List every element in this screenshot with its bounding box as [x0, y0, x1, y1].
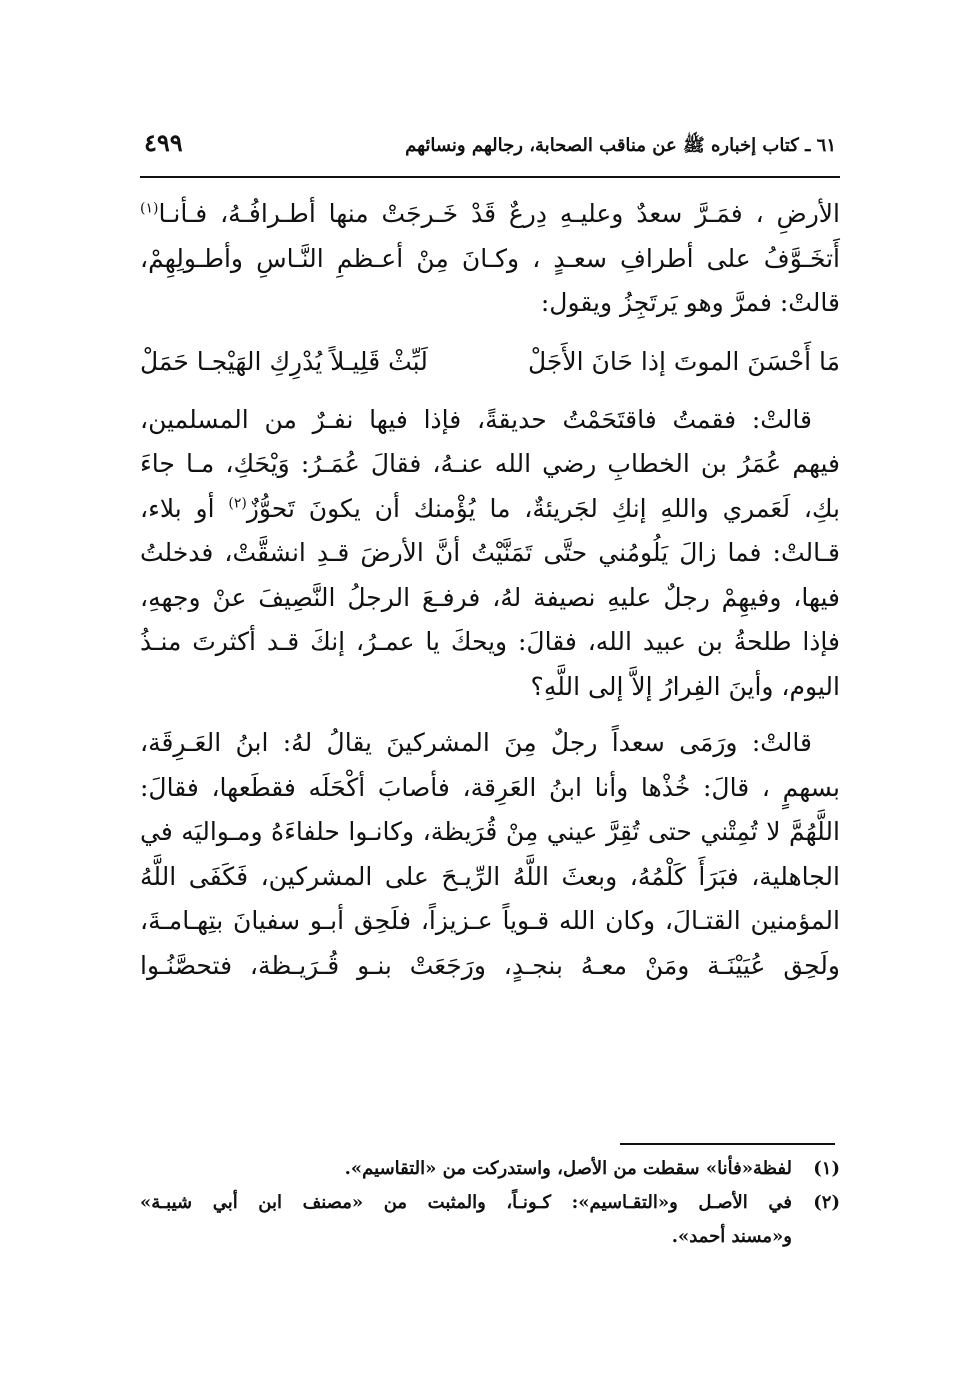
text-line: بسهمٍ ، قالَ: خُذْها وأنا ابنُ العَرِقة، فأصابَ أكْحَلَه فقطَعها، فقالَ:: [140, 772, 840, 802]
body-text: [140, 192, 840, 988]
footnote-text: لفظة«فأنا» سقطت من الأصل، واستدركت من «التقاسيم».: [344, 1158, 792, 1179]
text-line: فيها، وفيهِمْ رجلٌ عليهِ نصيفة لهُ، فرفـعَ الرجلُ النَّصِيفَ عنْ وجههِ،: [140, 582, 840, 612]
text-line: المؤمنين القتـالَ، وكان الله قـوياً عـزيزاً، فلَحِق أبـو سفيانَ بتِهـامـةَ،: [140, 906, 840, 935]
footnote-number: (١): [813, 1158, 840, 1179]
page-number: ٤٩٩: [144, 128, 183, 157]
text-line: قالتْ: فمرَّ وهو يَرتَجِزُ ويقول:: [540, 288, 840, 317]
paragraph-2: [140, 398, 840, 710]
page: [140, 128, 840, 988]
text-line: اليوم، وأينَ الفِرارُ إلاَّ إلى اللَّهِ؟: [530, 671, 840, 701]
text-line: فيهم عُمَرُ بن الخطابِ رضي الله عنـهُ، فقالَ عُمَـرُ: وَيْحَكِ، مـا جاءَ: [140, 449, 840, 478]
footnote-number: (٢): [813, 1192, 840, 1213]
verse: [140, 340, 840, 384]
footnote-text: في الأصـل و«التقـاسيم»: كـونـاً، والمثبت من «مصنف ابن أبي شيبـة» و«مسند أحمد».: [140, 1192, 792, 1247]
paragraph-3: [140, 721, 840, 988]
footnote-2: [140, 1186, 840, 1254]
footnote-ref-2: (٢): [228, 495, 247, 512]
text-line: قالتْ: ورَمَى سعداً رجلٌ مِنَ المشركينَ يقالُ لهُ: ابنُ العَـرِقَة،: [140, 728, 812, 757]
running-title: ٦١ ـ كتاب إخباره ﷺ عن مناقب الصحابة، رجالهم ونسائهم: [405, 135, 836, 156]
text-line: اللَّهُمَّ لا تُمِتْني حتى تُقِرَّ عيني مِنْ قُرَيظة، وكانـوا حلفاءَهُ ومـواليَه في: [140, 817, 840, 846]
footnote-ref-1: (١): [140, 200, 159, 217]
text-line: الجاهلية، فبَرَأَ كَلْمُهُ، وبعثَ اللَّهُ الرِّيـحَ على المشركين، فَكَفَى اللَّهُ: [140, 861, 840, 891]
text-line: أَتخَـوَّفُ على أطرافِ سعـدٍ ، وكـانَ مِنْ أعـظمِ النَّـاسِ وأطـولِهِمْ،: [140, 243, 840, 273]
text-line: قالتْ: فقمتُ فاقتَحَمْتُ حديقةً، فإذا فيها نفـرٌ من المسلمين،: [140, 404, 812, 434]
running-head: [140, 128, 840, 178]
text-line: بكِ، لَعَمري واللهِ إنكِ لجَريئةٌ، ما يُؤْمنك أن يكونَ تَحوُّزٌ$^{(٢)}$ أو بلاء،: [140, 493, 840, 523]
text-line: الأرضِ ، فمَـرَّ سعدٌ وعليـهِ دِرعٌ قَدْ خَـرجَتْ منها أطـرافُـهُ، فـأنـا$^{(١)}$: [140, 199, 840, 228]
footnote-1: [140, 1152, 840, 1186]
text-line: قـالتْ: فما زالَ يَلُومُني حتَّى تَمَنَّيْتُ أنَّ الأرضَ قـدِ انشقَّتْ، فدخلتُ: [140, 538, 840, 567]
text-line: فإذا طلحةُ بن عبيد الله، فقالَ: ويحكَ يا عمـرُ، إنكَ قـد أكثرتَ منـذُ: [140, 627, 840, 656]
verse-hemistich-left: لَبِّثْ قَلِيـلاً يُدْرِكِ الهَيْجـا حَمَلْ: [140, 346, 428, 376]
paragraph-1: [140, 192, 840, 326]
verse-hemistich-right: مَا أَحْسَنَ الموتَ إذا حَانَ الأَجَلْ: [528, 346, 840, 376]
text-line: ولَحِق عُيَيْنَـة ومَنْ معـهُ بنجـدٍ، ورَجَعَتْ بنـو قُـرَيـظة، فتحصَّنُـوا: [140, 950, 840, 980]
footnotes: [140, 1152, 840, 1254]
footnote-divider: [620, 1143, 835, 1145]
